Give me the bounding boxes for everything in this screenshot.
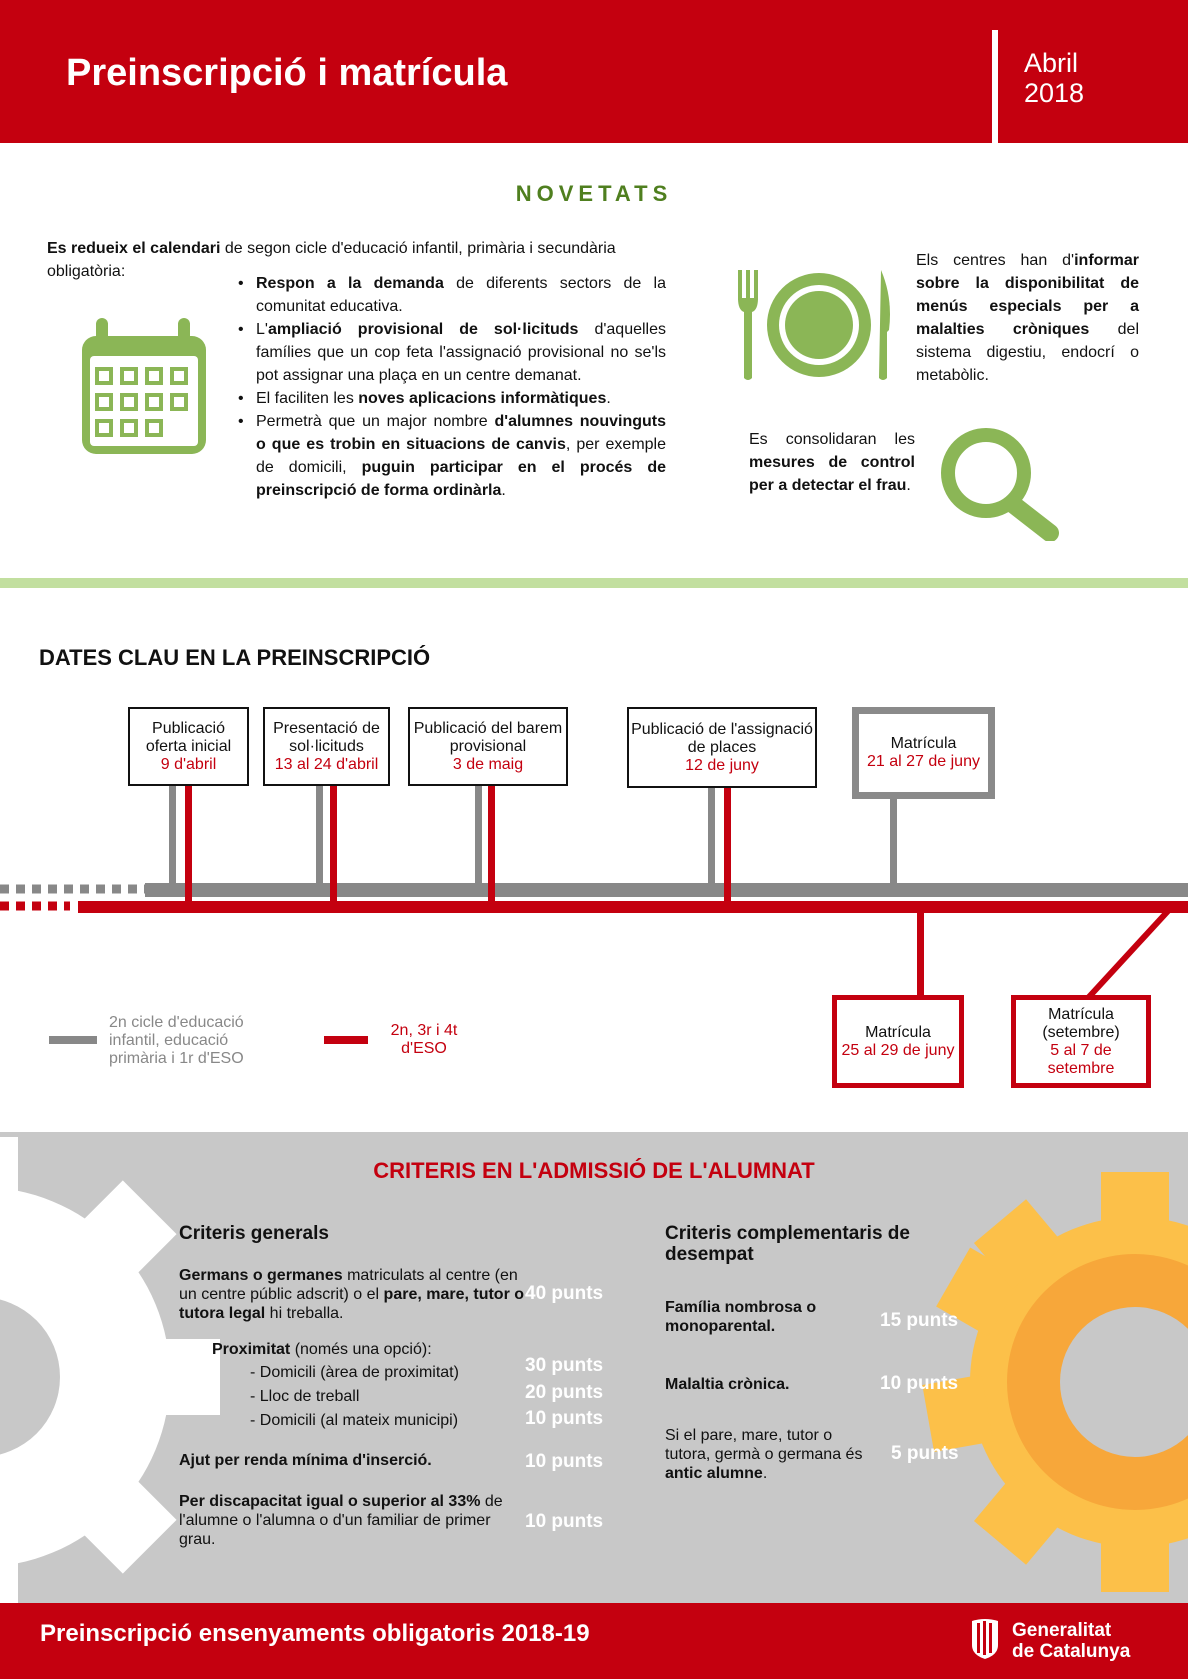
criterion-proximitat	[212, 1340, 432, 1359]
c3-bold: antic alumne	[665, 1465, 763, 1482]
event-date: 21 al 27 de juny	[867, 753, 980, 770]
g1-bold2: pare, mare, tutor o tutora legal	[179, 1286, 525, 1322]
novetats-title: NOVETATS	[515, 181, 673, 206]
control-bold: mesures de control per a detectar el frau	[749, 454, 915, 494]
points-malaltia: 10 punts	[880, 1373, 959, 1394]
list-item	[236, 318, 666, 387]
points-municipi: 10 punts	[525, 1408, 604, 1429]
menus-text	[916, 249, 1139, 387]
criterion-malaltia	[665, 1375, 790, 1394]
criterion-familia	[665, 1298, 865, 1336]
criteria-title: CRITERIS EN L'ADMISSIÓ DE L'ALUMNAT	[373, 1158, 815, 1183]
intro-rest: de segon cicle d'educació infantil, primària i secundària obligatòria:	[47, 240, 616, 280]
list-item	[236, 410, 666, 502]
plate-cutlery-icon	[735, 268, 893, 382]
event-box-oferta	[128, 707, 249, 786]
prox-bold: Proximitat	[212, 1341, 291, 1358]
bullet4-pre: Permetrà que un major nombre	[256, 413, 495, 430]
g4-rest: de l'alumne o l'alumna o d'un familiar de primer grau.	[179, 1493, 503, 1548]
points-renda: 10 punts	[525, 1451, 604, 1472]
generalitat-logo-icon	[970, 1617, 1000, 1659]
event-label: Publicació oferta inicial	[145, 719, 232, 755]
bullet1-rest: de diferents sectors de la comunitat educativa.	[256, 275, 666, 315]
legend-gray-swatch	[49, 1036, 97, 1044]
proximitat-item-domicili: - Domicili (àrea de proximitat)	[250, 1364, 459, 1381]
event-label: Presentació de sol·licituds	[273, 719, 380, 755]
bullet4-mid: , per exemple de domicili,	[256, 436, 666, 476]
event-label: Publicació de l'assignació de places	[631, 720, 813, 756]
bullet1-bold: Respon a la demanda	[256, 275, 444, 292]
points-familia: 15 punts	[880, 1310, 959, 1331]
control-text	[749, 428, 915, 497]
event-date: 13 al 24 d'abril	[274, 755, 379, 773]
g1-mid: matriculats al centre (en un centre públic adscrit) o el	[179, 1267, 518, 1303]
bullet2-bold: ampliació provisional de sol·licituds	[267, 321, 579, 338]
event-label: Matrícula	[865, 1023, 931, 1041]
list-item	[236, 272, 666, 318]
footer-title: Preinscripció ensenyaments obligatoris 2018-19	[40, 1620, 590, 1647]
menus-bold: informar sobre la disponibilitat de menús especials per a malalties cròniques	[916, 252, 1139, 338]
generalitat-name	[1012, 1620, 1130, 1662]
org-line1: Generalitat	[1012, 1620, 1112, 1641]
g3-bold: Ajut per renda mínima d'inserció.	[179, 1452, 432, 1469]
event-box-matricula-juny	[852, 707, 995, 799]
novetats-bullet-list	[236, 272, 666, 502]
bullet3-pre: El faciliten les	[256, 390, 359, 407]
c2-bold: Malaltia crònica.	[665, 1376, 790, 1393]
general-criteria-title: Criteris generals	[179, 1223, 329, 1244]
event-box-assignacio	[627, 707, 817, 788]
header-date	[1024, 48, 1084, 108]
c3-end: .	[762, 1465, 768, 1482]
bullet3-bold: noves aplicacions informàtiques	[358, 390, 607, 407]
event-label: Matrícula	[890, 735, 957, 752]
g4-bold: Per discapacitat igual o superior al 33%	[179, 1493, 481, 1510]
legend-gray-label: 2n cicle d'educació infantil, educació primària i 1r d'ESO	[109, 1014, 244, 1067]
g1-end: hi treballa.	[265, 1305, 344, 1322]
g1-bold1: Germans o germanes	[179, 1267, 343, 1284]
event-box-solicituds	[263, 707, 390, 786]
section-divider	[0, 578, 1188, 588]
magnifier-icon	[938, 427, 1064, 541]
event-box-matricula-eso	[832, 995, 964, 1088]
intro-bold: Es redueix el calendari	[47, 240, 221, 257]
points-discapacitat: 10 punts	[525, 1511, 604, 1532]
event-box-barem	[408, 707, 568, 786]
event-date: 12 de juny	[685, 756, 759, 774]
header-divider	[992, 30, 998, 143]
bullet2-pre: L'	[256, 321, 268, 338]
bullet3-rest: .	[606, 390, 611, 407]
page-title: Preinscripció i matrícula	[66, 52, 508, 94]
bullet4-bold1: d'alumnes nouvinguts o que es trobin en situacions de canvis	[256, 413, 666, 453]
points-antic-alumne: 5 punts	[891, 1443, 959, 1464]
prox-rest: (només una opció):	[290, 1341, 432, 1358]
event-date: 3 de maig	[452, 755, 524, 773]
event-label: Matrícula (setembre)	[1042, 1005, 1120, 1041]
event-date: 5 al 7 de setembre	[1047, 1041, 1115, 1077]
bullet4-end: .	[501, 482, 506, 499]
criterion-renda	[179, 1451, 432, 1470]
c1-bold: Família nombrosa o monoparental.	[665, 1299, 817, 1335]
proximitat-item-municipi: - Domicili (al mateix municipi)	[250, 1412, 459, 1429]
criterion-antic-alumne	[665, 1426, 865, 1483]
legend-red-label: 2n, 3r i 4t d'ESO	[390, 1022, 458, 1057]
points-treball: 20 punts	[525, 1382, 604, 1403]
bullet2-rest: d'aquelles famílies que un cop feta l'assignació provisional no se'ls pot assignar una plaça en un centre demanat.	[256, 321, 666, 384]
calendar-icon	[78, 318, 210, 458]
criterion-germans	[179, 1266, 531, 1323]
complementary-criteria-title: Criteris complementaris de desempat	[665, 1223, 910, 1265]
event-date: 9 d'abril	[160, 755, 217, 773]
c3-pre: Si el pare, mare, tutor o tutora, germà o germana és	[665, 1427, 863, 1463]
proximitat-item-treball: - Lloc de treball	[250, 1388, 360, 1405]
header-year: 2018	[1024, 78, 1085, 108]
legend-red-swatch	[324, 1036, 368, 1044]
control-rest: .	[906, 477, 911, 494]
menus-pre: Els centres han d'	[916, 252, 1075, 269]
menus-rest: del sistema digestiu, endocrí o metabòlic.	[916, 321, 1139, 384]
list-item	[236, 387, 666, 410]
criterion-discapacitat	[179, 1492, 509, 1549]
event-label: Publicació del barem provisional	[413, 719, 563, 755]
event-date: 25 al 29 de juny	[841, 1041, 955, 1059]
header-month: Abril	[1024, 48, 1079, 78]
bullet4-bold2: puguin participar en el procés de preinscripció de forma ordinàrla	[256, 459, 666, 499]
points-domicili: 30 punts	[525, 1355, 604, 1376]
dates-title: DATES CLAU EN LA PREINSCRIPCIÓ	[39, 645, 431, 670]
control-pre: Es consolidaran les	[749, 431, 915, 448]
event-box-matricula-setembre	[1011, 995, 1151, 1088]
org-line2: de Catalunya	[1012, 1641, 1131, 1662]
points-germans: 40 punts	[525, 1283, 604, 1304]
